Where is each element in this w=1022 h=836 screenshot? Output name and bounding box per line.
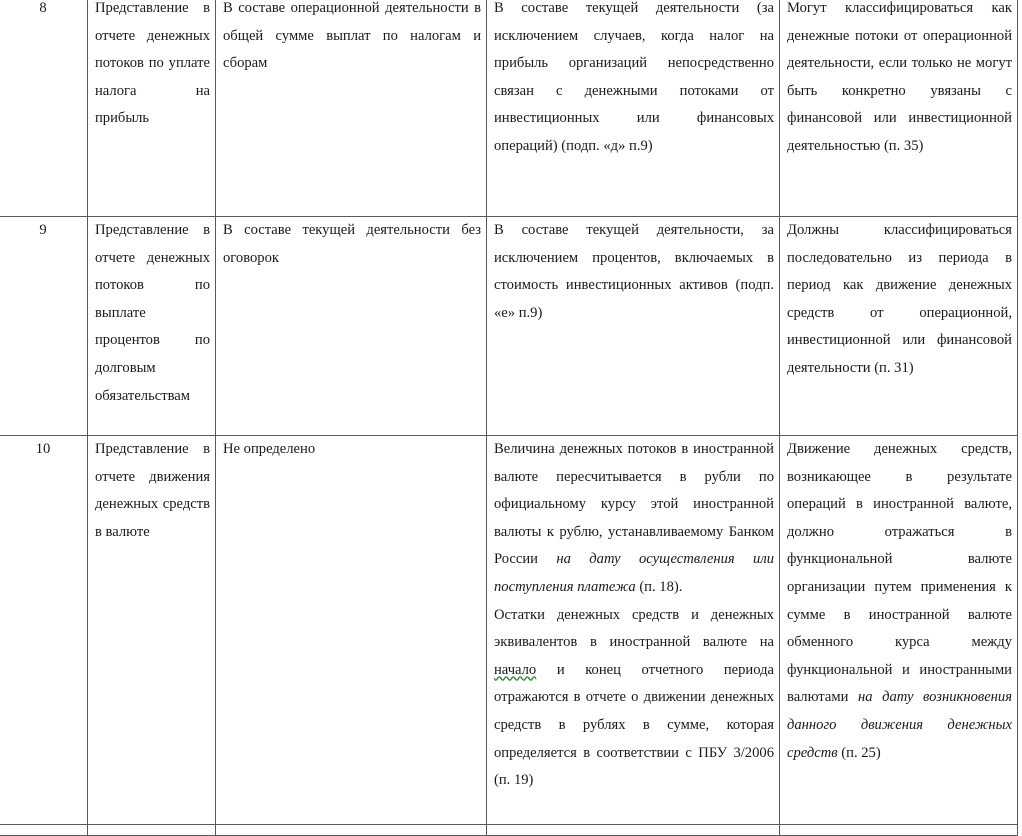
row-number: 9: [0, 217, 88, 436]
pbu-cell: [487, 436, 780, 825]
empty-cell: [487, 825, 780, 836]
ifrs-cell: Должны классифицироваться последовательно из периода в период как движение денежных средств от операционной, инвестиционной или финансовой деятельности (п. 31): [780, 217, 1018, 436]
table-row: [0, 0, 1018, 217]
ifrs-us-cell: В составе операционной деятельности в общей сумме выплат по налогам и сборам: [216, 0, 487, 217]
ifrs-cell: [780, 436, 1018, 825]
subject-cell: Представление в отчете денежных потоков по выплате процентов по долговым обязательствам: [88, 217, 216, 436]
pbu-text: (п. 18).: [635, 578, 683, 595]
pbu-cell: В составе текущей деятельности (за исключением случаев, когда налог на прибыль организаций непосредственно связан с денежными потоками от инвестиционных или финансовых операций) (подп. «д» п.9): [487, 0, 780, 217]
pbu-emphasis: на дату осуществления или поступления платежа: [494, 551, 774, 595]
pbu-text: Величина денежных потоков в иностранной валюте пересчитывается в рубли по официальному курсу этой иностранной валюты к рублю, устанавливаемому Банком России: [494, 441, 774, 568]
table-row: [0, 217, 1018, 436]
empty-cell: [0, 825, 88, 836]
table-row-partial: [0, 825, 1018, 836]
ifrs-emphasis: на дату возникновения данного движения денежных средств: [787, 689, 1012, 761]
ifrs-us-cell: В составе текущей деятельности без оговорок: [216, 217, 487, 436]
ifrs-cell: Могут классифицироваться как денежные потоки от операционной деятельности, если только не могут быть конкретно увязаны с финансовой или инвестиционной деятельностью (п. 35): [780, 0, 1018, 217]
ifrs-text: Движение денежных средств, возникающее в результате операций в иностранной валюте, должно отражаться в функциональной валюте организации путем применения к сумме в иностранной валюте обменного курса между функциональной и иностранными валютами: [787, 441, 1012, 706]
pbu-cell: В составе текущей деятельности, за исключением процентов, включаемых в стоимость инвестиционных активов (подп. «е» п.9): [487, 217, 780, 436]
pbu-text: и конец отчетного периода отражаются в отчете о движении денежных средств в рублях в сумме, которая определяется в соответствии с ПБУ 3/2006 (п. 19): [494, 661, 774, 789]
ifrs-us-cell: Не определено: [216, 436, 487, 825]
pbu-paragraph: [494, 436, 774, 602]
table-row: [0, 436, 1018, 825]
ifrs-text: (п. 25): [837, 744, 881, 761]
empty-cell: [88, 825, 216, 836]
row-number: 8: [0, 0, 88, 217]
pbu-text: Остатки денежных средств и денежных эквивалентов в иностранной валюте на: [494, 606, 774, 651]
subject-cell: Представление в отчете движения денежных средств в валюте: [88, 436, 216, 825]
empty-cell: [216, 825, 487, 836]
row-number: 10: [0, 436, 88, 825]
subject-cell: Представление в отчете денежных потоков по уплате налога на прибыль: [88, 0, 216, 217]
pbu-paragraph: [494, 602, 774, 795]
spellcheck-word: начало: [494, 661, 537, 678]
empty-cell: [780, 825, 1018, 836]
